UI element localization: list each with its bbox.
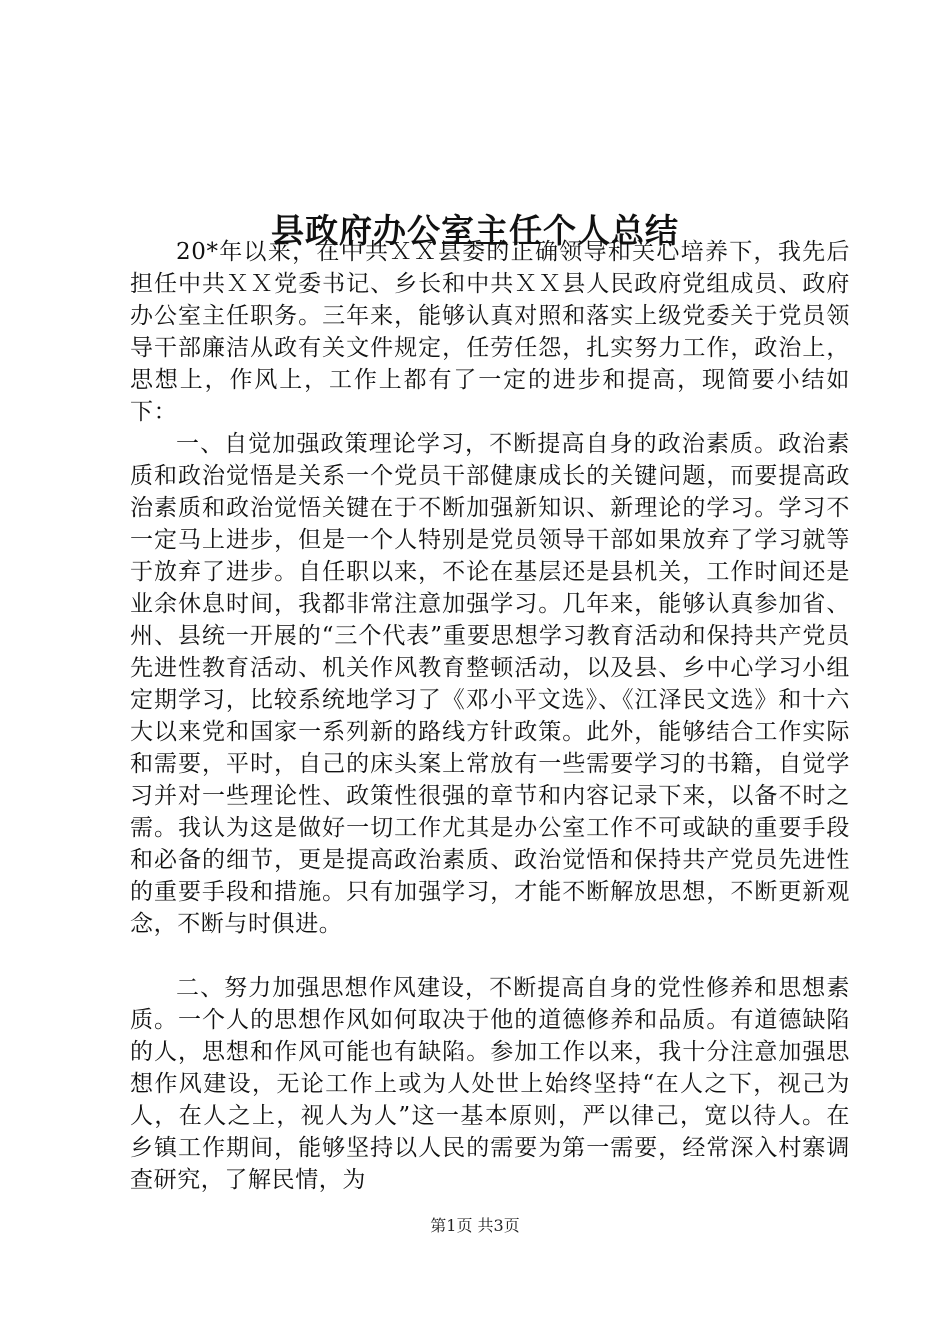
document-body [130,236,850,1196]
paragraph-spacer [130,940,850,972]
paragraph-intro: 20*年以来，在中共ＸＸ县委的正确领导和关心培养下，我先后担任中共ＸＸ党委书记、乡长和中共ＸＸ县人民政府党组成员、政府办公室主任职务。三年来，能够认真对照和落实上级党委关于党员领导干部廉洁从政有关文件规定，任劳任怨，扎实努力工作，政治上，思想上，作风上，工作上都有了一定的进步和提高，现简要小结如下： [130,239,850,425]
page-footer: 第1页 共3页 [430,1216,520,1235]
paragraph-section-two: 二、努力加强思想作风建设，不断提高自身的党性修养和思想素质。一个人的思想作风如何取决于他的道德修养和品质。有道德缺陷的人，思想和作风可能也有缺陷。参加工作以来，我十分注意加强思想作风建设，无论工作上或为人处世上始终坚持“在人之下，视己为人，在人之上，视人为人”这一基本原则，严以律己，宽以待人。在乡镇工作期间，能够坚持以人民的需要为第一需要，经常深入村寨调查研究，了解民情，为 [130,975,850,1193]
paragraph-section-one: 一、自觉加强政策理论学习，不断提高自身的政治素质。政治素质和政治觉悟是关系一个党员干部健康成长的关键问题，而要提高政治素质和政治觉悟关键在于不断加强新知识、新理论的学习。学习不一定马上进步，但是一个人特别是党员领导干部如果放弃了学习就等于放弃了进步。自任职以来，不论在基层还是县机关，工作时间还是业余休息时间，我都非常注意加强学习。几年来，能够认真参加省、州、县统一开展的“三个代表”重要思想学习教育活动和保持共产党员先进性教育活动、机关作风教育整顿活动，以及县、乡中心学习小组定期学习，比较系统地学习了《邓小平文选》、《江泽民文选》和十六大以来党和国家一系列新的路线方针政策。此外，能够结合工作实际和需要，平时，自己的床头案上常放有一些需要学习的书籍，自觉学习并对一些理论性、政策性很强的章节和内容记录下来，以备不时之需。我认为这是做好一切工作尤其是办公室工作不可或缺的重要手段和必备的细节，更是提高政治素质、政治觉悟和保持共产党员先进性的重要手段和措施。只有加强学习，才能不断解放思想，不断更新观念，不断与时俱进。 [130,431,850,937]
document-title: 县政府办公室主任个人总结 [271,211,679,251]
